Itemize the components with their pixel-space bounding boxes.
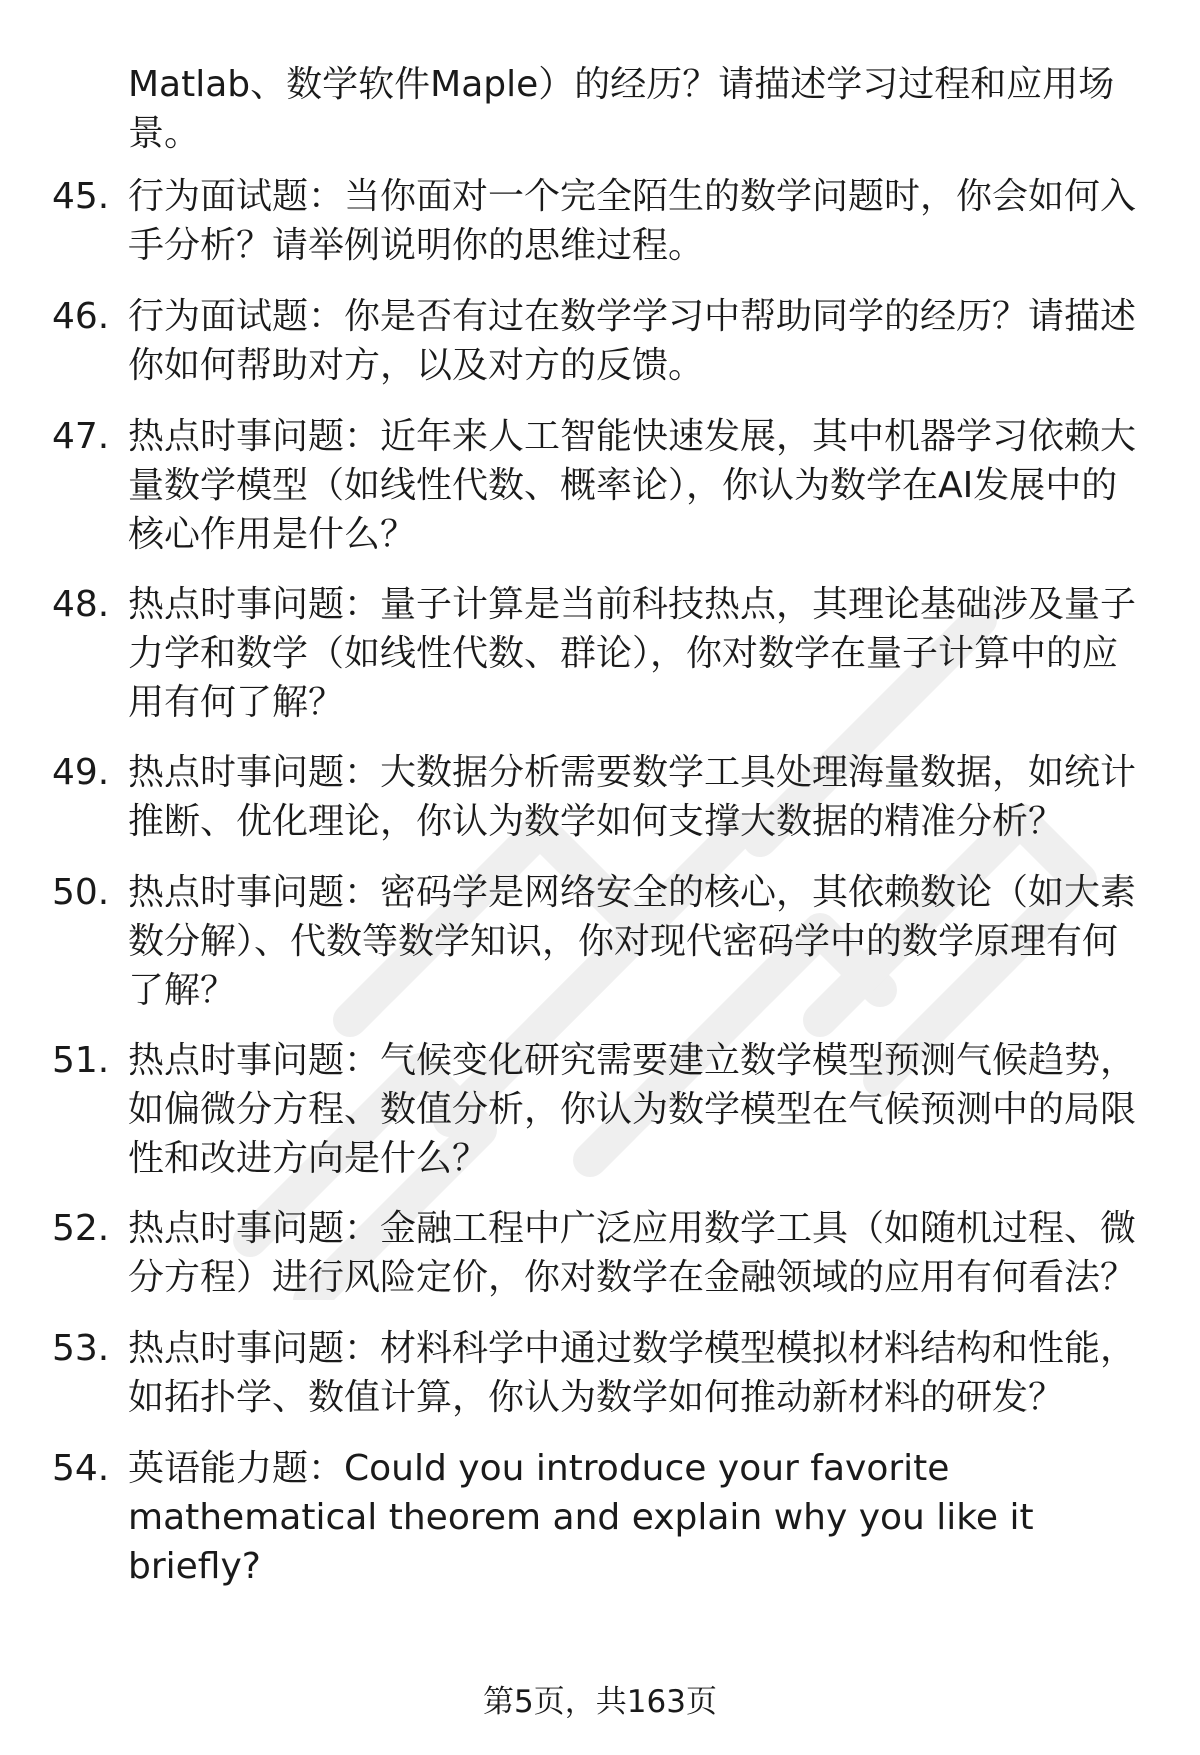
question-number: 49. <box>52 752 110 793</box>
question-number: 48. <box>52 584 110 625</box>
question-text: 热点时事问题：量子计算是当前科技热点，其理论基础涉及量子力学和数学（如线性代数、群论），你对数学在量子计算中的应用有何了解？ <box>128 584 1137 723</box>
question-number: 45. <box>52 176 110 217</box>
question-text: 热点时事问题：气候变化研究需要建立数学模型预测气候趋势，如偏微分方程、数值分析，你认为数学模型在气候预测中的局限性和改进方向是什么？ <box>128 1040 1137 1179</box>
question-text: 英语能力题：Could you introduce your favorite mathematical theorem and explain why you like it briefly? <box>128 1448 1034 1587</box>
question-text: 热点时事问题：大数据分析需要数学工具处理海量数据，如统计推断、优化理论，你认为数学如何支撑大数据的精准分析？ <box>128 752 1137 842</box>
page-footer: 第5页，共163页 <box>483 1684 717 1720</box>
question-text: 行为面试题：当你面对一个完全陌生的数学问题时，你会如何入手分析？请举例说明你的思维过程。 <box>128 176 1137 266</box>
question-number: 50. <box>52 872 110 913</box>
question-number: 47. <box>52 416 110 457</box>
question-number: 52. <box>52 1208 110 1249</box>
question-text: 热点时事问题：密码学是网络安全的核心，其依赖数论（如大素数分解）、代数等数学知识，你对现代密码学中的数学原理有何了解？ <box>128 872 1137 1011</box>
question-text: 热点时事问题：材料科学中通过数学模型模拟材料结构和性能，如拓扑学、数值计算，你认为数学如何推动新材料的研发？ <box>128 1328 1137 1418</box>
question-number: 46. <box>52 296 110 337</box>
question-number: 53. <box>52 1328 110 1369</box>
question-text: Matlab、数学软件Maple）的经历？请描述学习过程和应用场景。 <box>128 64 1115 154</box>
question-number: 54. <box>52 1448 110 1489</box>
question-number: 51. <box>52 1040 110 1081</box>
question-text: 热点时事问题：近年来人工智能快速发展，其中机器学习依赖大量数学模型（如线性代数、概率论），你认为数学在AI发展中的核心作用是什么？ <box>128 416 1137 555</box>
question-text: 热点时事问题：金融工程中广泛应用数学工具（如随机过程、微分方程）进行风险定价，你对数学在金融领域的应用有何看法？ <box>128 1208 1137 1298</box>
question-text: 行为面试题：你是否有过在数学学习中帮助同学的经历？请描述你如何帮助对方，以及对方的反馈。 <box>128 296 1137 386</box>
